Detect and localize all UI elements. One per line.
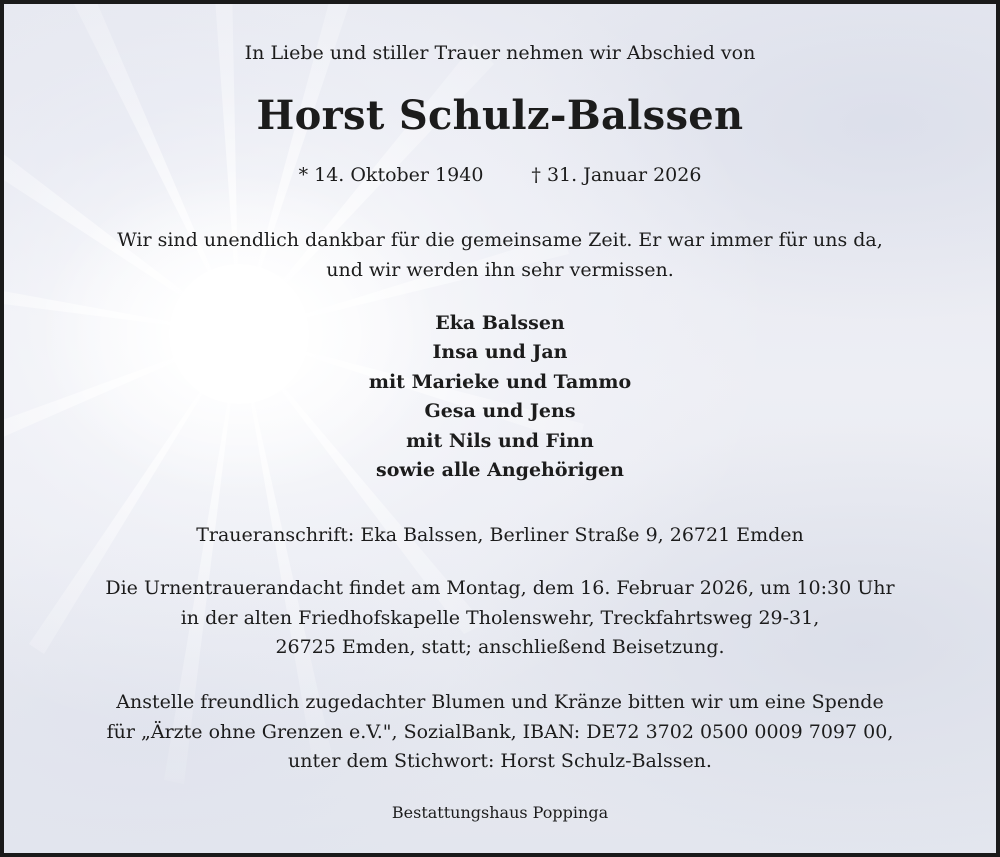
service-line: 26725 Emden, statt; anschließend Beisetzung. [275, 636, 725, 658]
service-line: Die Urnentrauerandacht findet am Montag, dem 16. Februar 2026, um 10:30 Uhr [105, 577, 895, 599]
donation-line: unter dem Stichwort: Horst Schulz-Balssen. [288, 750, 712, 772]
gratitude-line: Wir sind unendlich dankbar für die gemeinsame Zeit. Er war immer für uns da, [117, 229, 883, 251]
gratitude-line: und wir werden ihn sehr vermissen. [326, 258, 674, 281]
gratitude-text [24, 226, 976, 285]
family-member: Insa und Jan [432, 341, 568, 364]
service-line: in der alten Friedhofskapelle Tholenswehr, Treckfahrtsweg 29-31, [180, 606, 820, 629]
family-list [4, 309, 996, 485]
family-member: Eka Balssen [435, 312, 565, 334]
donation-request [24, 688, 976, 777]
service-info [24, 574, 976, 663]
deceased-name: Horst Schulz-Balssen [256, 92, 744, 139]
family-member: sowie alle Angehörigen [376, 459, 624, 482]
family-member: mit Marieke und Tammo [368, 370, 632, 393]
mourning-address: Traueranschrift: Eka Balssen, Berliner Straße 9, 26721 Emden [196, 524, 804, 546]
intro-line: In Liebe und stiller Trauer nehmen wir Abschied von [244, 42, 756, 64]
donation-line: Anstelle freundlich zugedachter Blumen und Kränze bitten wir um eine Spende [116, 691, 884, 713]
family-member: Gesa und Jens [424, 400, 576, 423]
family-member: mit Nils und Finn [406, 429, 594, 452]
donation-line: für „Ärzte ohne Grenzen e.V.", SozialBank, IBAN: DE72 3702 0500 0009 7097 00, [106, 720, 894, 743]
birth-date: * 14. Oktober 1940 [298, 164, 484, 186]
death-date: † 31. Januar 2026 [531, 164, 702, 186]
funeral-home: Bestattungshaus Poppinga [391, 803, 609, 822]
life-dates [4, 162, 996, 188]
